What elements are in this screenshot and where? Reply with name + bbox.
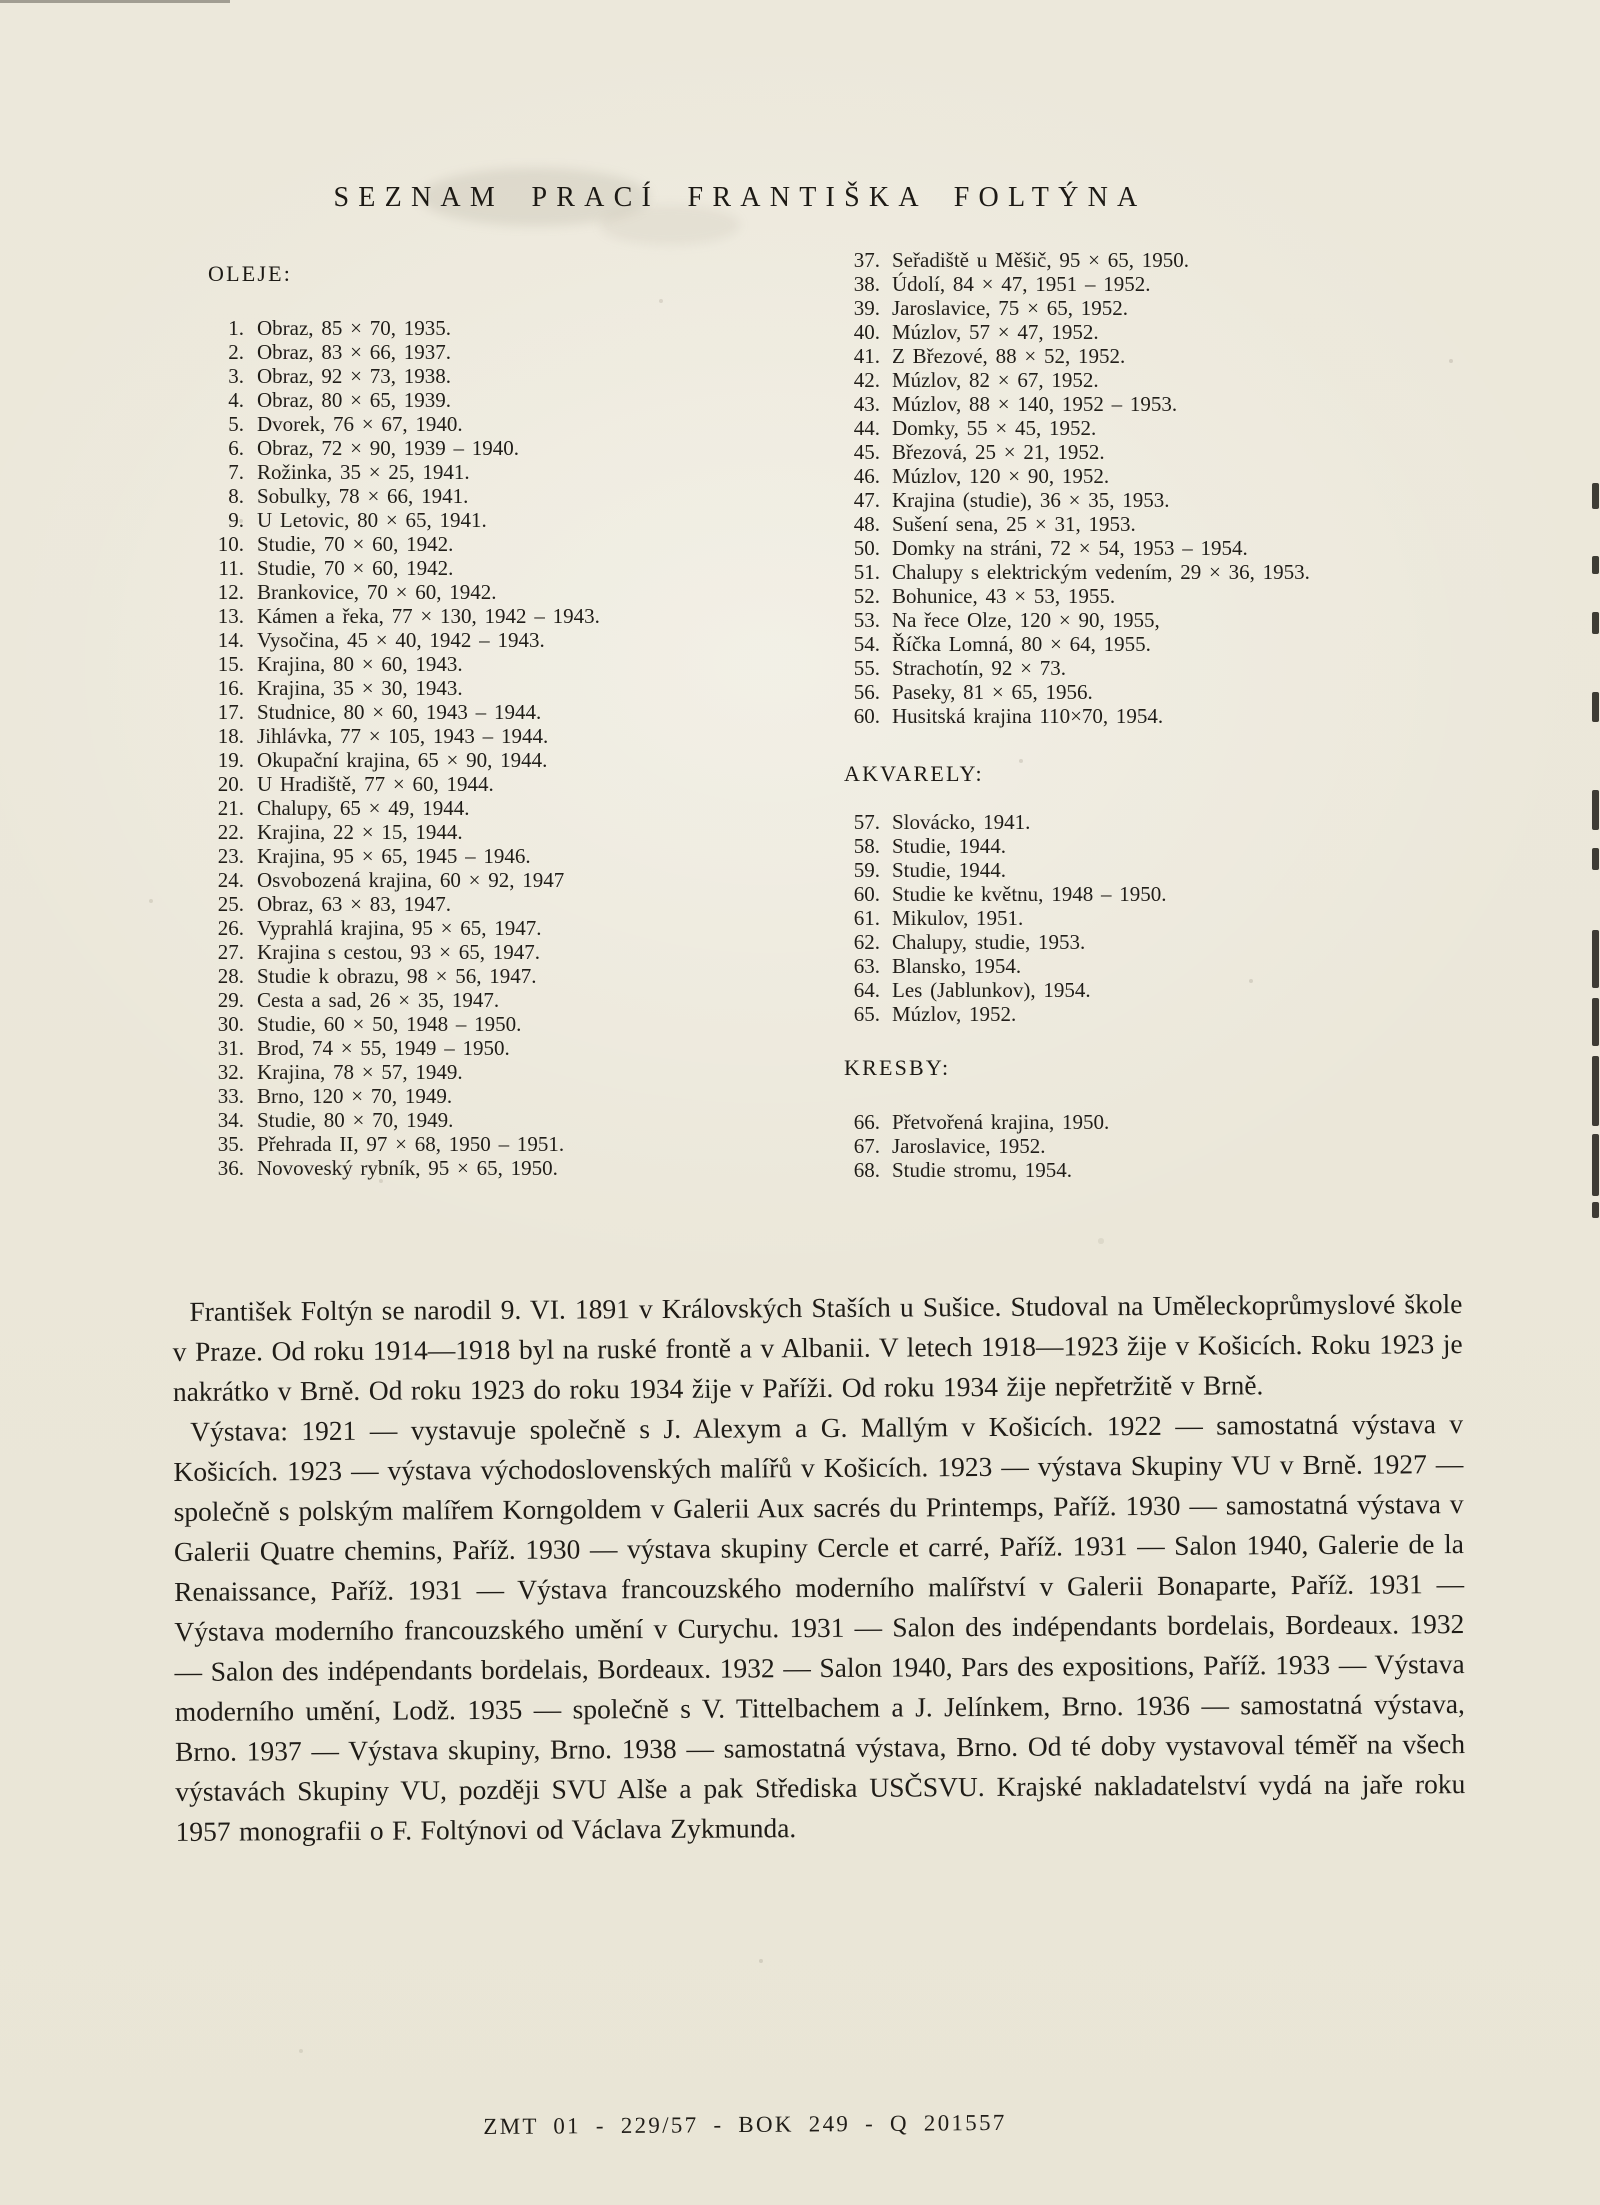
list-item [208,1012,828,1036]
list-item [844,560,1544,584]
item-text: Domky, 55 × 45, 1952. [892,416,1097,440]
item-text: Studie k obrazu, 98 × 56, 1947. [257,964,537,988]
item-text: Z Březové, 88 × 52, 1952. [892,344,1126,368]
list-item [208,316,828,340]
item-text: Studie, 1944. [892,834,1006,858]
list-item [208,772,828,796]
item-number: 39. [853,296,880,320]
item-text: Obraz, 92 × 73, 1938. [257,364,451,388]
item-number: 66. [853,1110,880,1134]
list-item [844,464,1544,488]
list-item [844,416,1544,440]
item-number: 56. [853,680,880,704]
list-item [208,364,828,388]
item-text: U Hradiště, 77 × 60, 1944. [257,772,494,796]
item-number: 60. [853,704,880,728]
item-text: Obraz, 85 × 70, 1935. [257,316,451,340]
item-number: 37. [853,248,880,272]
scan-edge-mark [1592,790,1599,830]
item-number: 11. [218,556,244,580]
item-number: 19. [217,748,244,772]
item-number: 15. [217,652,244,676]
list-item [208,1156,828,1180]
list-item [208,412,828,436]
item-text: Dvorek, 76 × 67, 1940. [257,412,463,436]
item-text: Paseky, 81 × 65, 1956. [892,680,1093,704]
item-text: Jaroslavice, 1952. [892,1134,1046,1158]
item-text: Bohunice, 43 × 53, 1955. [892,584,1116,608]
item-text: Krajina, 78 × 57, 1949. [257,1060,463,1084]
item-text: Krajina, 22 × 15, 1944. [257,820,463,844]
item-text: Múzlov, 82 × 67, 1952. [892,368,1099,392]
item-number: 8. [228,484,244,508]
scan-edge-mark [1592,848,1599,870]
item-text: Krajina (studie), 36 × 35, 1953. [892,488,1170,512]
item-text: Údolí, 84 × 47, 1951 – 1952. [892,272,1151,296]
item-number: 60. [853,882,880,906]
item-text: Říčka Lomná, 80 × 64, 1955. [892,632,1151,656]
scan-edge-mark [1592,930,1599,988]
oleje-list-items-1-36 [208,316,828,1180]
item-text: Seřadiště u Měšič, 95 × 65, 1950. [892,248,1190,272]
list-item [208,652,828,676]
list-item [208,508,828,532]
list-item [844,882,1544,906]
list-item [844,488,1544,512]
list-item [844,1134,1544,1158]
list-item [844,930,1544,954]
item-number: 21. [217,796,244,820]
item-text: Brankovice, 70 × 60, 1942. [257,580,497,604]
item-text: Na řece Olze, 120 × 90, 1955, [892,608,1160,632]
item-text: Obraz, 80 × 65, 1939. [257,388,451,412]
list-item [208,820,828,844]
item-text: Přetvořená krajina, 1950. [892,1110,1110,1134]
item-text: Studie, 70 × 60, 1942. [257,532,454,556]
list-item [208,556,828,580]
item-text: Osvobozená krajina, 60 × 92, 1947 [257,868,565,892]
item-text: Les (Jablunkov), 1954. [892,978,1091,1002]
list-item [844,272,1544,296]
list-item [208,988,828,1012]
scan-edge-mark [1592,612,1599,634]
list-item [208,628,828,652]
list-item [844,834,1544,858]
list-item [208,388,828,412]
item-number: 7. [228,460,244,484]
item-number: 55. [853,656,880,680]
list-item [844,344,1544,368]
bio-paragraph: František Foltýn se narodil 9. VI. 1891 v Královských Staších u Sušice. Studoval na Uměleckoprůmyslové škole v Praze. Od roku 1914—1918 byl na ruské frontě a v Albanii. V letech 1918—1923 žije v Košicích. Roku 1923 je nakrátko v Brně. Od roku 1923 do roku 1934 žije v Paříži. Od roku 1934 žije nepřetržitě v Brně. [172,1288,1463,1407]
list-item [208,748,828,772]
list-item [844,512,1544,536]
item-number: 51. [853,560,880,584]
item-text: Sobulky, 78 × 66, 1941. [257,484,469,508]
list-item [844,656,1544,680]
item-text: Obraz, 72 × 90, 1939 – 1940. [257,436,520,460]
item-text: Sušení sena, 25 × 31, 1953. [892,512,1136,536]
list-item [208,676,828,700]
item-text: Vysočina, 45 × 40, 1942 – 1943. [257,628,545,652]
list-item [208,1132,828,1156]
list-item [208,532,828,556]
list-item [844,584,1544,608]
item-text: Chalupy s elektrickým vedením, 29 × 36, 1953. [892,560,1310,584]
item-number: 63. [853,954,880,978]
section-heading-kresby: KRESBY: [844,1055,951,1080]
list-item [208,724,828,748]
item-number: 48. [853,512,880,536]
item-number: 43. [853,392,880,416]
item-text: Brod, 74 × 55, 1949 – 1950. [257,1036,510,1060]
item-number: 24. [217,868,244,892]
item-number: 44. [853,416,880,440]
item-text: Mikulov, 1951. [892,906,1024,930]
left-column [208,262,828,1180]
item-number: 32. [217,1060,244,1084]
list-item [208,844,828,868]
list-item [208,700,828,724]
item-number: 36. [217,1156,244,1180]
item-text: Studie ke květnu, 1948 – 1950. [892,882,1167,906]
item-number: 54. [853,632,880,656]
item-text: Cesta a sad, 26 × 35, 1947. [257,988,500,1012]
list-item [208,1060,828,1084]
item-number: 27. [217,940,244,964]
item-text: Blansko, 1954. [892,954,1022,978]
item-number: 52. [853,584,880,608]
right-column [844,248,1544,1182]
item-text: Březová, 25 × 21, 1952. [892,440,1105,464]
item-number: 23. [217,844,244,868]
item-number: 10. [217,532,244,556]
list-item [208,580,828,604]
item-text: Jihlávka, 77 × 105, 1943 – 1944. [257,724,549,748]
list-item [844,296,1544,320]
item-text: Múzlov, 1952. [892,1002,1017,1026]
item-text: Múzlov, 88 × 140, 1952 – 1953. [892,392,1178,416]
item-number: 2. [228,340,244,364]
list-item [844,704,1544,728]
item-number: 22. [217,820,244,844]
item-number: 62. [853,930,880,954]
list-item [208,916,828,940]
list-item [844,440,1544,464]
item-number: 5. [228,412,244,436]
list-item [208,940,828,964]
item-number: 16. [217,676,244,700]
item-text: Strachotín, 92 × 73. [892,656,1066,680]
item-text: Chalupy, studie, 1953. [892,930,1086,954]
item-number: 33. [217,1084,244,1108]
scan-edge-mark [1592,998,1599,1046]
item-number: 17. [217,700,244,724]
list-item [208,436,828,460]
scan-edge-mark [1592,1202,1599,1218]
list-item [844,248,1544,272]
list-item [208,460,828,484]
item-text: Vyprahlá krajina, 95 × 65, 1947. [257,916,542,940]
item-text: Krajina s cestou, 93 × 65, 1947. [257,940,541,964]
list-item [208,796,828,820]
item-text: U Letovic, 80 × 65, 1941. [257,508,487,532]
item-number: 4. [228,388,244,412]
section-heading-akvarely: AKVARELY: [844,761,984,786]
item-number: 50. [853,536,880,560]
item-number: 61. [853,906,880,930]
item-number: 12. [217,580,244,604]
item-text: Domky na stráni, 72 × 54, 1953 – 1954. [892,536,1248,560]
item-number: 31. [217,1036,244,1060]
scan-edge-mark [1592,1056,1599,1126]
item-number: 46. [853,464,880,488]
bio-paragraph: Výstava: 1921 — vystavuje společně s J. Alexym a G. Mallým v Košicích. 1922 — samostatná výstava v Košicích. 1923 — výstava východoslovenských malířů v Košicích. 1923 — výstava Skupiny VU v Brně. 1927 — společně s polským malířem Korngoldem v Galerii Aux sacrés du Printemps, Paříž. 1930 — samostatná výstava v Galerii Quatre chemins, Paříž. 1930 — výstava skupiny Cercle et carré, Paříž. 1931 — Salon 1940, Galerie de la Renaissance, Paříž. 1931 — Výstava francouzského moderního malířství v Galerii Bonaparte, Paříž. 1931 — Výstava moderního francouzského umění v Curychu. 1931 — Salon des indépendants bordelais, Bordeaux. 1932 — Salon des indépendants bordelais, Bordeaux. 1932 — Salon 1940, Pars des expositions, Paříž. 1933 — Výstava moderního umění, Lodž. 1935 — společně s V. Tittelbachem a J. Jelínkem, Brno. 1936 — samostatná výstava, Brno. 1937 — Výstava skupiny, Brno. 1938 — samostatná výstava, Brno. Od té doby vystavoval téměř na všech výstavách Skupiny VU, později SVU Alše a pak Střediska USČSVU. Krajské nakladatelství vydá na jaře roku 1957 monografii o F. Foltýnovi od Václava Zykmunda. [173,1408,1466,1847]
item-number: 42. [853,368,880,392]
list-item [844,906,1544,930]
item-text: Studie stromu, 1954. [892,1158,1073,1182]
item-text: Obraz, 63 × 83, 1947. [257,892,451,916]
item-text: Studie, 60 × 50, 1948 – 1950. [257,1012,522,1036]
item-number: 41. [853,344,880,368]
item-text: Krajina, 35 × 30, 1943. [257,676,463,700]
list-item [844,858,1544,882]
item-text: Husitská krajina 110×70, 1954. [892,704,1164,728]
item-number: 40. [853,320,880,344]
list-item [208,1084,828,1108]
list-item [208,484,828,508]
item-number: 1. [228,316,244,340]
item-number: 53. [853,608,880,632]
scan-edge-mark [1592,483,1599,509]
item-number: 25. [217,892,244,916]
biography-text [172,1284,1465,1852]
item-text: Múzlov, 120 × 90, 1952. [892,464,1110,488]
item-number: 65. [853,1002,880,1026]
item-text: Studie, 1944. [892,858,1006,882]
scan-edge-mark [1592,556,1599,574]
item-number: 30. [217,1012,244,1036]
item-text: Studnice, 80 × 60, 1943 – 1944. [257,700,542,724]
item-text: Slovácko, 1941. [892,810,1031,834]
scan-edge-mark [1592,692,1599,722]
scan-edge-shadow [0,0,230,3]
list-item [208,1036,828,1060]
item-number: 14. [217,628,244,652]
item-number: 34. [217,1108,244,1132]
kresby-list [844,1110,1544,1182]
item-text: Přehrada II, 97 × 68, 1950 – 1951. [257,1132,565,1156]
item-number: 18. [217,724,244,748]
item-text: Brno, 120 × 70, 1949. [257,1084,453,1108]
item-number: 57. [853,810,880,834]
item-number: 26. [217,916,244,940]
list-item [208,1108,828,1132]
item-number: 6. [228,436,244,460]
item-number: 28. [217,964,244,988]
item-number: 68. [853,1158,880,1182]
item-text: Novoveský rybník, 95 × 65, 1950. [257,1156,558,1180]
scan-edge-mark [1592,1134,1599,1196]
list-item [844,320,1544,344]
item-text: Studie, 70 × 60, 1942. [257,556,454,580]
item-number: 38. [853,272,880,296]
list-item [844,1110,1544,1134]
list-item [208,340,828,364]
akvarely-list [844,810,1544,1026]
list-item [844,1158,1544,1182]
item-text: Studie, 80 × 70, 1949. [257,1108,454,1132]
item-number: 67. [853,1134,880,1158]
item-number: 64. [853,978,880,1002]
list-item [844,954,1544,978]
oleje-list-items-37-60 [844,248,1544,728]
list-item [844,632,1544,656]
item-text: Rožinka, 35 × 25, 1941. [257,460,470,484]
list-item [844,392,1544,416]
item-text: Múzlov, 57 × 47, 1952. [892,320,1099,344]
list-item [208,868,828,892]
item-number: 59. [853,858,880,882]
list-item [208,892,828,916]
list-item [208,604,828,628]
item-text: Chalupy, 65 × 49, 1944. [257,796,470,820]
item-number: 29. [217,988,244,1012]
list-item [844,680,1544,704]
item-number: 13. [217,604,244,628]
item-text: Jaroslavice, 75 × 65, 1952. [892,296,1128,320]
item-number: 47. [853,488,880,512]
item-text: Okupační krajina, 65 × 90, 1944. [257,748,548,772]
item-number: 45. [853,440,880,464]
item-text: Obraz, 83 × 66, 1937. [257,340,451,364]
item-number: 35. [217,1132,244,1156]
page-title: SEZNAM PRACÍ FRANTIŠKA FOLTÝNA [333,182,1147,213]
print-code: ZMT 01 - 229/57 - BOK 249 - Q 201557 [483,2109,1007,2140]
list-item [208,964,828,988]
list-item [844,978,1544,1002]
list-item [844,608,1544,632]
item-text: Krajina, 80 × 60, 1943. [257,652,463,676]
item-number: 20. [217,772,244,796]
item-text: Kámen a řeka, 77 × 130, 1942 – 1943. [257,604,600,628]
list-item [844,536,1544,560]
list-item [844,810,1544,834]
list-item [844,1002,1544,1026]
list-item [844,368,1544,392]
item-number: 3. [228,364,244,388]
item-text: Krajina, 95 × 65, 1945 – 1946. [257,844,531,868]
section-heading-oleje: OLEJE: [208,261,293,286]
item-number: 9. [228,508,244,532]
item-number: 58. [853,834,880,858]
